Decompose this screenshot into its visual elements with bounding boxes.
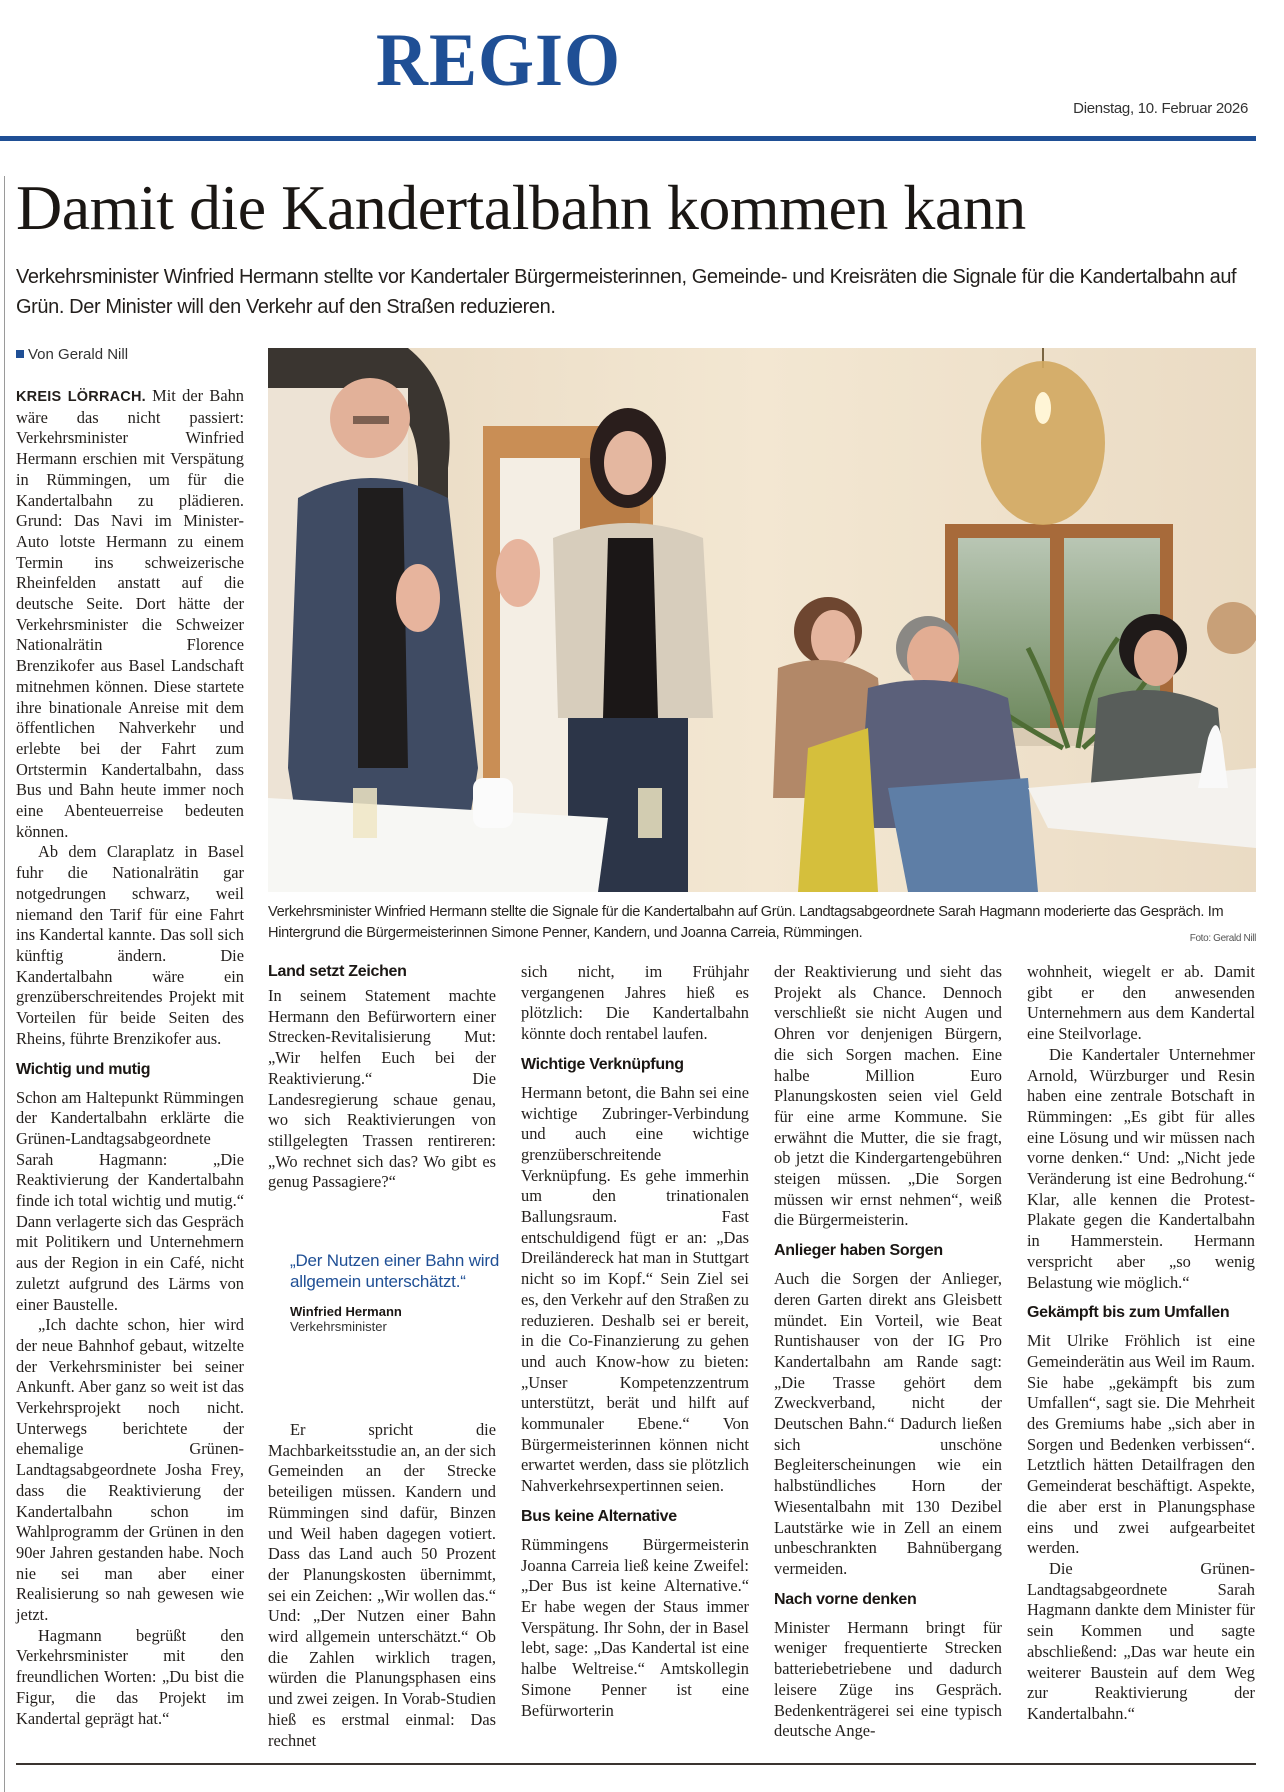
header-rule (0, 136, 1256, 141)
subheading: Bus keine Alternative (521, 1507, 677, 1525)
paragraph: Rümmingens Bürgermeisterin Joanna Carreia ließ keine Zweifel: „Der Bus ist keine Alternative.“ Er habe wegen der Staus immer Verspätung. Ihr Sohn, der in Basel lebt, sage: „Das Kandertal ist eine halbe Weltreise.“ Amtskollegin Simone Penner ist eine Befürworterin (521, 1534, 749, 1720)
article-column-2 (268, 962, 496, 1193)
paragraph: Auch die Sorgen der Anlieger, deren Garten direkt ans Gleisbett mündet. Ein Vorteil, wie Beat Runtishauser von der IG Pro Kandertalbahn am Rande sagt: „Die Trasse gehört dem Zweckverband, nicht der Deutschen Bahn.“ Dadurch ließen sich unschöne Begleiterscheinungen wie ein halbstündliches Horn der Wiesentalbahn mit 130 Dezibel Lautstärke wie in Zell an einem unbeschrankten Bahnübergang vermeiden. (774, 1269, 1002, 1578)
footer-rule (16, 1763, 1256, 1765)
article-column-1 (16, 386, 244, 1729)
paragraph: Hagmann begrüßt den Verkehrsminister mit den freundlichen Worten: „Du bist die Figur, die das Projekt im Kandertal geprägt hat.“ (16, 1625, 244, 1728)
pull-quote-role: Verkehrsminister (290, 1319, 387, 1334)
article-column-5 (1027, 962, 1255, 1725)
pull-quote (290, 1250, 500, 1334)
byline-square-icon (16, 350, 24, 358)
photo-credit: Foto: Gerald Nill (1189, 933, 1256, 944)
paragraph: In seinem Statement machte Hermann den Befürwortern einer Strecken-Revitalisierung Mut: „Wir helfen Euch bei der Reaktivierung.“ Die Landesregierung schaue genau, wo sich Reaktivierungen von stillgelegten Trassen rentireren: „Wo rechnet sich das? Wo gibt es genug Passagiere?“ (268, 986, 496, 1192)
article-column-4 (774, 962, 1002, 1742)
issue-date: Dienstag, 10. Februar 2026 (1073, 100, 1248, 117)
paragraph-text: Mit der Bahn wäre das nicht passiert: Verkehrsminister Winfried Hermann erschien mit Verspätung in Rümmingen, um für die Kandertalbahn zu plädieren. Grund: Das Navi im Minister-Auto lotste Hermann zu einem Termin ins schweizerische Rheinfelden anstatt auf die deutsche Seite. Dort hätte der Verkehrsminister die Schweizer Nationalrätin Florence Brenzikofer aus Basel Landschaft mitnehmen können. Diese startete ihre binationale Anreise mit dem öffentlichen Nahverkehr und erlebte bei der Fahrt zum Ortstermin Kandertalbahn, dass Bus und Bahn heute immer noch eine Abenteuerreise bedeuten können. (16, 386, 244, 841)
byline-author: Von Gerald Nill (28, 346, 129, 363)
article-headline: Damit die Kandertalbahn kommen kann (16, 172, 1026, 243)
article-deck: Verkehrsminister Winfried Hermann stellte vor Kandertaler Bürgermeisterinnen, Gemeinde- und Kreisräten die Signale für die Kandertalbahn auf Grün. Der Minister will den Verkehr auf den Straßen reduzieren. (16, 266, 1237, 318)
pull-quote-name: Winfried Hermann (290, 1304, 402, 1319)
paragraph: Minister Hermann bringt für weniger frequentierte Strecken batteriebetriebene und dadurch leisere Züge ins Gespräch. Bedenkenträgerei sei eine typisch deutsche Ange- (774, 1617, 1002, 1741)
subheading: Wichtig und mutig (16, 1060, 151, 1078)
paragraph: sich nicht, im Frühjahr vergangenen Jahres hieß es plötzlich: Die Kandertalbahn könnte doch rentabel laufen. (521, 962, 749, 1044)
paragraph: „Ich dachte schon, hier wird der neue Bahnhof gebaut, witzelte der Verkehrsminister bei seiner Ankunft. Aber ganz so weit ist das Verkehrsprojekt noch nicht. Unterwegs berichtete der ehemalige Grünen-Landtagsabgeordnete Josha Frey, dass die Reaktivierung der Kandertalbahn schon im Wahlprogramm der Grünen in den 90er Jahren gestanden habe. Noch nie sei man aber einer Realisierung so nah gewesen wie jetzt. (16, 1315, 244, 1625)
paragraph: wohnheit, wiegelt er ab. Damit gibt er den anwesenden Unternehmern aus dem Kandertal eine Steilvorlage. (1027, 962, 1255, 1044)
paragraph: der Reaktivierung und sieht das Projekt als Chance. Dennoch verschließt sie nicht Augen und Ohren vor denjenigen Bürgern, die sich Sorgen machen. Eine halbe Million Euro Planungskosten seien viel Geld für eine arme Kommune. Sie erwähnt die Mutter, die sie fragt, ob jetzt die Kindergartengebühren steigen müssen. „Die Sorgen müssen wir ernst nehmen“, weiß die Bürgermeisterin. (774, 962, 1002, 1230)
article-photo (268, 348, 1256, 892)
article-column-3 (521, 962, 749, 1721)
page-left-border (4, 176, 5, 1792)
paragraph: Mit Ulrike Fröhlich ist eine Gemeinderätin aus Weil im Raum. Sie habe „gekämpft bis zum Umfallen“, sagt sie. Die Mehrheit des Gremiums habe „sich aber in Sorgen und Bedenken verbissen“. Letztlich hätten Detailfragen den Gemeinderat beschäftigt. Aspekte, die aber erst in Planungsphase eins und zwei aufgearbeitet werden. (1027, 1331, 1255, 1558)
byline (16, 346, 128, 363)
section-title: REGIO (376, 18, 622, 102)
dateline: KREIS LÖRRACH. (16, 389, 146, 405)
paragraph: Schon am Haltepunkt Rümmingen der Kandertalbahn erklärte die Grünen-Landtagsabgeordnete Sarah Hagmann: „Die Reaktivierung der Kandertalbahn finde ich total wichtig und mutig.“ Dann verlagerte sich das Gespräch mit Politikern und Unternehmern aus der Region in ein Café, nicht zuletzt aufgrund des Lärms von einer Baustelle. (16, 1087, 244, 1314)
photo-illustration (268, 348, 1256, 892)
subheading: Gekämpft bis zum Umfallen (1027, 1304, 1230, 1322)
article-column-2-continued (268, 1420, 496, 1751)
paragraph (16, 386, 244, 842)
subheading: Wichtige Verknüpfung (521, 1055, 684, 1073)
caption-text: Verkehrsminister Winfried Hermann stellte die Signale für die Kandertalbahn auf Grün. Landtagsabgeordnete Sarah Hagmann moderierte das Gespräch. Im Hintergrund die Bürgermeisterinnen Simone Penner, Kandern, und Joanna Carreia, Rümmingen. (268, 904, 1224, 941)
paragraph: Die Grünen-Landtagsabgeordnete Sarah Hagmann dankte dem Minister für sein Kommen und sagte abschließend: „Das war heute ein weiterer Baustein auf dem Weg zur Reaktivierung der Kandertalbahn.“ (1027, 1558, 1255, 1723)
paragraph: Hermann betont, die Bahn sei eine wichtige Zubringer-Verbindung und auch eine wichtige grenzüberschreitende Verknüpfung. Es gehe immerhin um den trinationalen Ballungsraum. Fast entschuldigend fügt er an: „Das Dreiländereck hat man in Stuttgart nicht so im Kopf.“ Sein Ziel sei es, den Verkehr auf den Straßen zu reduzieren. Deshalb sei er bereit, in die Co-Finanzierung zu gehen und auch Know-how zu bieten: „Unser Kompetenzzentrum unterstützt, berät und hilft auf kommunaler Ebene.“ Von Bürgermeisterinnen können nicht erwartet werden, dass sie plötzlich Nahverkehrsexpertinnen seien. (521, 1082, 749, 1496)
paragraph: Ab dem Claraplatz in Basel fuhr die Nationalrätin gar notgedrungen schwarz, weil niemand den Tarif für eine Fahrt ins Kandertal kannte. Das soll sich künftig ändern. Die Kandertalbahn wäre ein grenzüberschreitendes Projekt mit Vorteilen für beide Seiten des Rheins, führte Brenzikofer aus. (16, 842, 244, 1048)
paragraph: Er spricht die Machbarkeitsstudie an, an der sich Gemeinden an der Strecke beteiligen müssen. Kandern und Rümmingen sind dafür, Binzen und Weil haben dagegen votiert. Dass das Land auch 50 Prozent der Planungskosten übernimmt, sei ein Zeichen: „Wir wollen das.“ Und: „Der Nutzen einer Bahn wird allgemein unterschätzt.“ Ob die Zahlen wirklich tragen, würden die Planungsphasen eins und zwei zeigen. In Vorab-Studien hieß es erstmal einmal: Das rechnet (268, 1420, 496, 1750)
subheading: Anlieger haben Sorgen (774, 1242, 943, 1260)
pull-quote-text: „Der Nutzen einer Bahn wird allgemein unterschätzt.“ (290, 1251, 500, 1291)
subheading: Land setzt Zeichen (268, 963, 407, 980)
photo-caption (268, 902, 1256, 949)
paragraph: Die Kandertaler Unternehmer Arnold, Würzburger und Resin haben eine zentrale Botschaft in Rümmingen: „Es gibt für alles eine Lösung und wir müssen nach vorne denken.“ Und: „Nicht jede Veränderung ist eine Bedrohung.“ Klar, alle kennen die Protest-Plakate gegen die Kandertalbahn in Hammerstein. Hermann verspricht aber „so wenig Belastung wie möglich.“ (1027, 1044, 1255, 1292)
subheading: Nach vorne denken (774, 1590, 917, 1608)
